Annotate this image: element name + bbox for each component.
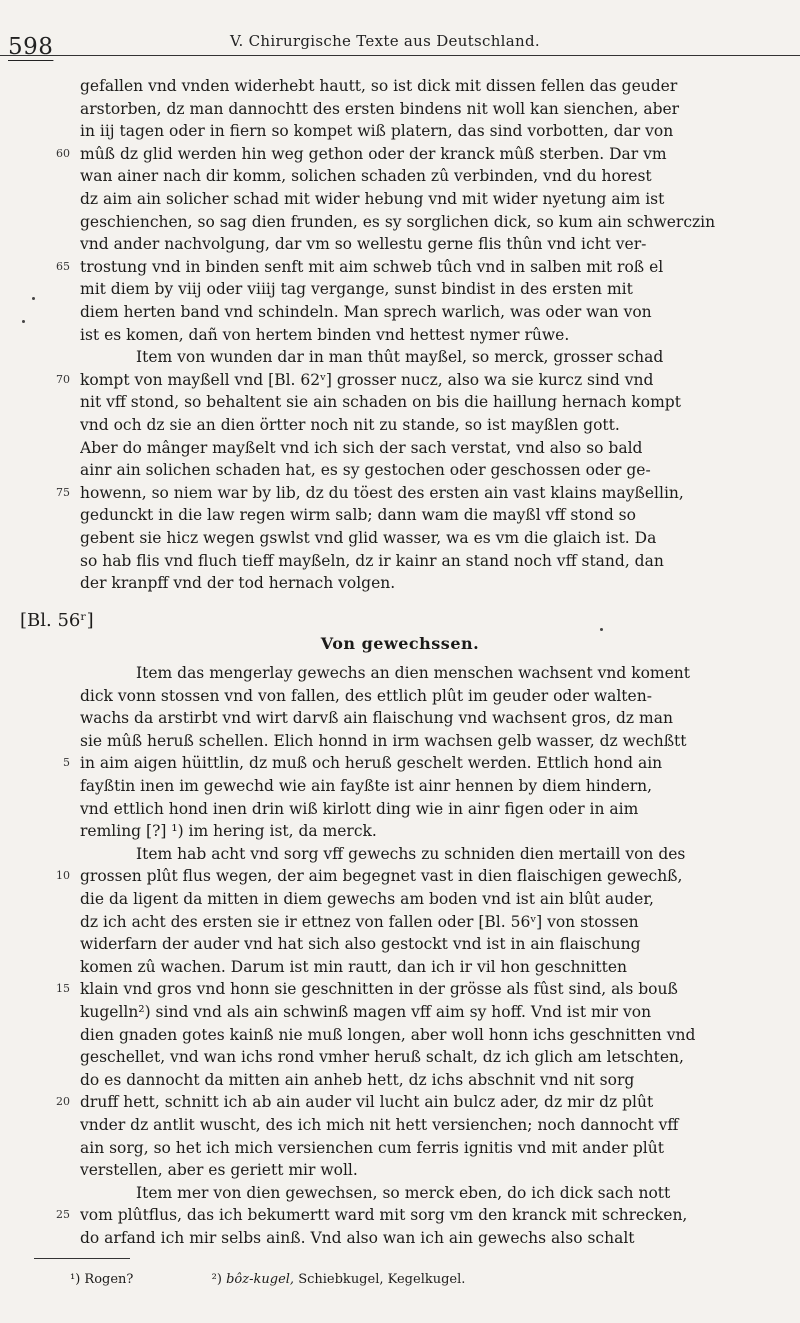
text-line: vnder dz antlit wuscht, des ich mich nit hett versienchen; noch dannocht vff [80, 1116, 679, 1134]
header-rule [0, 55, 800, 56]
text-line: wachs da arstirbt vnd wirt darvß ain flaischung vnd wachsent gros, dz man [80, 709, 673, 728]
margin-speck [32, 297, 35, 300]
text-line: in aim aigen hüittlin, dz muß och heruß geschelt werden. Ettlich hond ain [80, 754, 663, 773]
line-number: 65 [56, 259, 70, 273]
margin-speck [600, 628, 603, 631]
line-number: 25 [56, 1208, 70, 1222]
footnote-2-marker: ²) [211, 1272, 222, 1287]
text-line: dz aim ain solicher schad mit wider hebung vnd mit wider nyetung aim ist [80, 190, 665, 208]
footnote-2-term: bôz-kugel, [226, 1272, 295, 1287]
text-line: sie mûß heruß schellen. Elich honnd in irm wachsen gelb wasser, dz wechßtt [80, 731, 687, 750]
text-line: dien gnaden gotes kainß nie muß longen, aber woll honn ichs geschnitten vnd [80, 1025, 696, 1044]
footnote-2-text: Schiebkugel, Kegelkugel. [298, 1272, 466, 1287]
text-line: wan ainer nach dir komm, solichen schaden zû verbinden, vnd du horest [80, 167, 652, 186]
text-line: vnd och dz sie an dien örtter noch nit zu stande, so ist mayßlen gott. [80, 416, 620, 434]
text-line: Item von wunden dar in man thût mayßel, so merck, grosser schad [136, 348, 664, 367]
text-line: vnd ettlich hond inen drin wiß kirlott ding wie in ainr figen oder in aim [80, 799, 639, 818]
section-title: Von gewechssen. [320, 634, 480, 653]
text-line: Aber do mânger mayßelt vnd ich sich der sach verstat, vnd also so bald [80, 438, 643, 457]
text-line: druff hett, schnitt ich ab ain auder vil lucht ain bulcz ader, dz mir dz plût [80, 1093, 654, 1112]
text-line: so hab flis vnd fluch tieff mayßeln, dz ir kainr an stand noch vff stand, dan [80, 551, 664, 570]
text-line: ainr ain solichen schaden hat, es sy gestochen oder geschossen oder ge- [80, 461, 651, 480]
text-line: die da ligent da mitten in diem gewechs am boden vnd ist ain blût auder, [80, 890, 654, 908]
text-line: Item das mengerlay gewechs an dien menschen wachsent vnd koment [136, 664, 691, 682]
line-number: 5 [63, 756, 70, 770]
line-number: 20 [56, 1095, 70, 1109]
text-line: ain sorg, so het ich mich versienchen cum ferris ignitis vnd mit ander plût [80, 1138, 664, 1157]
line-number: 15 [56, 982, 70, 996]
folio-marker: [Bl. 56ʳ] [20, 610, 94, 631]
footnotes [70, 1272, 465, 1287]
page-number: 598 [8, 34, 54, 60]
text-line: kompt von mayßell vnd [Bl. 62ᵛ] grosser nucz, also wa sie kurcz sind vnd [80, 370, 654, 389]
text-line: diem herten band vnd schindeln. Man sprech warlich, was oder wan von [80, 303, 652, 321]
text-line: geschellet, vnd wan ichs rond vmher heruß schalt, dz ich glich am letschten, [80, 1048, 684, 1067]
text-line: geschienchen, so sag dien frunden, es sy sorglichen dick, so kum ain schwerczin [80, 212, 716, 231]
text-line: gefallen vnd vnden widerhebt hautt, so ist dick mit dissen fellen das geuder [80, 77, 678, 95]
text-line: vom plûtflus, das ich bekumertt ward mit sorg vm den kranck mit schrecken, [80, 1206, 688, 1225]
footnote-rule [34, 1258, 130, 1259]
line-number: 60 [56, 146, 70, 160]
text-line: howenn, so niem war by lib, dz du töest des ersten ain vast klains mayßellin, [80, 483, 684, 502]
text-line: kugelln²) sind vnd als ain schwinß magen vff aim sy hoff. Vnd ist mir von [80, 1003, 652, 1021]
text-line: remling [?] ¹) im hering ist, da merck. [80, 822, 377, 841]
text-line: mûß dz glid werden hin weg gethon oder der kranck mûß sterben. Dar vm [80, 144, 667, 163]
text-line: dz ich acht des ersten sie ir ettnez von fallen oder [Bl. 56ᵛ] von stossen [80, 912, 639, 931]
text-line: grossen plût flus wegen, der aim begegnet vast in dien flaischigen gewechß, [80, 867, 683, 886]
text-line: vnd ander nachvolgung, dar vm so wellestu gerne flis thûn vnd icht ver- [80, 235, 647, 254]
text-line: mit diem by viij oder viiij tag vergange, sunst bindist in des ersten mit [80, 280, 633, 299]
text-line: in iij tagen oder in fiern so kompet wiß platern, das sind vorbotten, dar von [80, 122, 674, 141]
text-line: Item mer von dien gewechsen, so merck eben, do ich dick sach nott [136, 1183, 671, 1202]
text-line: do arfand ich mir selbs ainß. Vnd also wan ich ain gewechs also schalt [80, 1229, 635, 1247]
text-line: widerfarn der auder vnd hat sich also gestockt vnd ist in ain flaischung [80, 935, 641, 954]
text-line: Item hab acht vnd sorg vff gewechs zu schniden dien mertaill von des [136, 844, 686, 863]
text-line: trostung vnd in binden senft mit aim schweb tûch vnd in salben mit roß el [80, 257, 664, 276]
text-line: ist es komen, dañ von hertem binden vnd hettest nymer rûwe. [80, 325, 570, 344]
line-number: 75 [56, 485, 70, 499]
text-line: klain vnd gros vnd honn sie geschnitten in der grösse als fûst sind, als bouß [80, 980, 678, 999]
text-line: dick vonn stossen vnd von fallen, des ettlich plût im geuder oder walten- [80, 686, 652, 705]
text-line: komen zû wachen. Darum ist min rautt, dan ich ir vil hon geschnitten [80, 957, 628, 976]
text-line: gebent sie hicz wegen gswlst vnd glid wasser, wa es vm die glaich ist. Da [80, 529, 657, 547]
text-line: fayßtin inen im gewechd wie ain fayßte ist ainr hennen by diem hindern, [80, 777, 653, 795]
line-number: 70 [56, 372, 70, 386]
text-line: verstellen, aber es geriett mir woll. [80, 1161, 358, 1180]
text-line: nit vff stond, so behaltent sie ain schaden on bis die haillung hernach kompt [80, 393, 681, 412]
text-line: arstorben, dz man dannochtt des ersten bindens nit woll kan sienchen, aber [80, 99, 680, 118]
line-number: 10 [56, 869, 70, 883]
running-head: V. Chirurgische Texte aus Deutschland. [230, 32, 540, 50]
margin-speck [22, 320, 25, 323]
text-line: der kranpff vnd der tod hernach volgen. [80, 574, 396, 593]
text-line: gedunckt in die law regen wirm salb; dann wam die mayßl vff stond so [80, 506, 636, 525]
footnote-1: ¹) Rogen? [70, 1272, 134, 1287]
text-line: do es dannocht da mitten ain anheb hett, dz ichs abschnit vnd nit sorg [80, 1070, 635, 1089]
